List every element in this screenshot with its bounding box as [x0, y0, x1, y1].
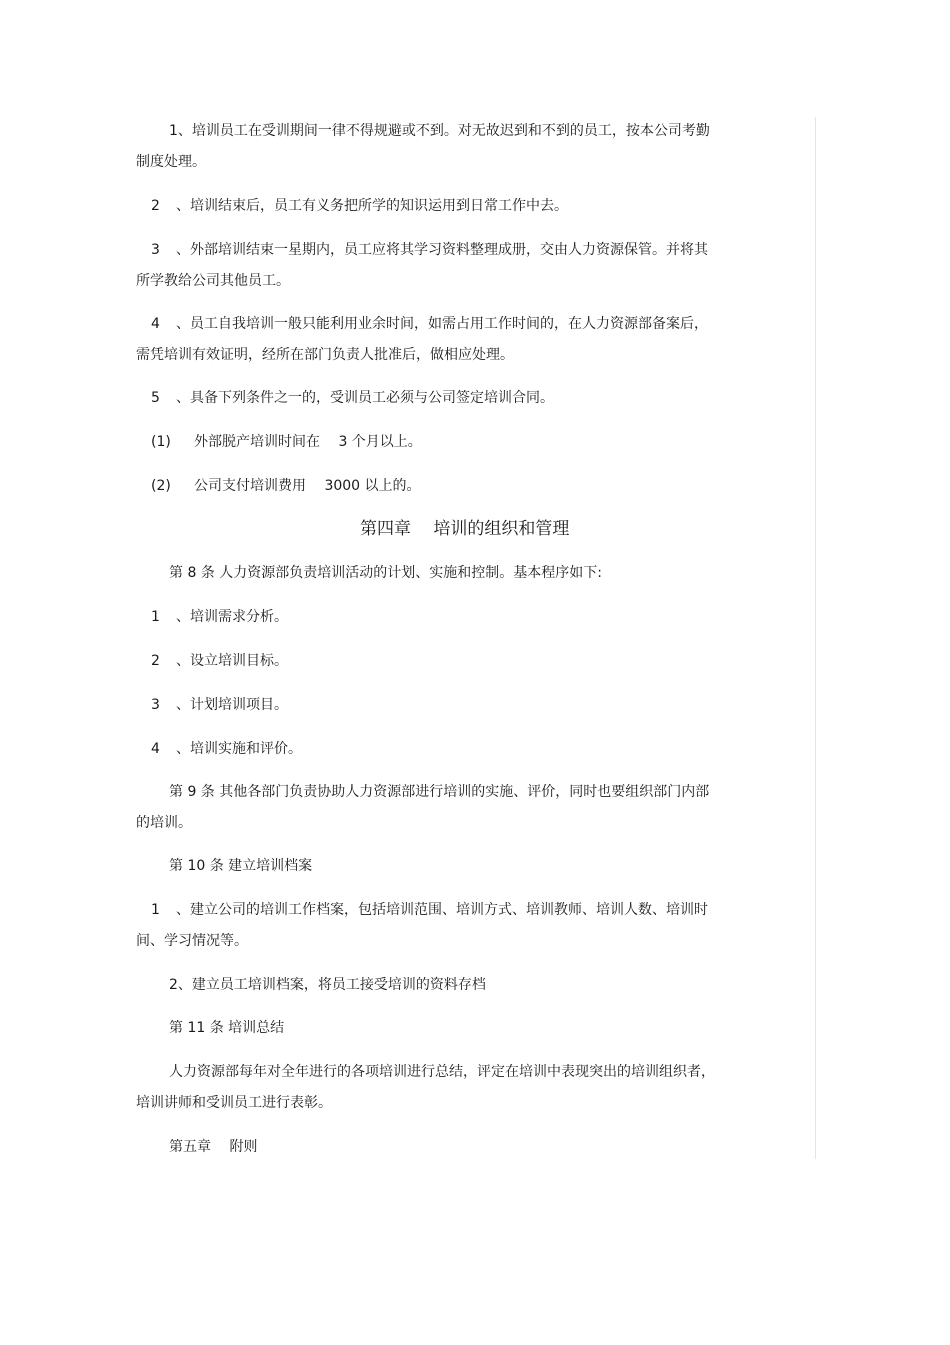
list-item-text: 、培训实施和评价。 — [176, 741, 302, 757]
list-item-text: 、设立培训目标。 — [176, 653, 288, 669]
list-marker: 3 — [151, 242, 160, 258]
list-item-text: 需凭培训有效证明，经所在部门负责人批准后，做相应处理。 — [136, 347, 514, 363]
paragraph-line: 人力资源部每年对全年进行的各项培训进行总结，评定在培训中表现突出的培训组织者， — [169, 1064, 715, 1080]
list-marker: 2 — [151, 198, 160, 214]
paragraph-line: 培训讲师和受训员工进行表彰。 — [136, 1095, 332, 1111]
list-item-text: 所学教给公司其他员工。 — [136, 273, 290, 289]
list-marker: (1) — [151, 434, 171, 450]
chapter-heading: 第四章 培训的组织和管理 — [360, 519, 570, 539]
list-marker: 3 — [151, 697, 160, 713]
article-title: 第 11 条 培训总结 — [169, 1020, 285, 1036]
paragraph-line: 制度处理。 — [136, 154, 206, 170]
list-item-text: 、培训结束后，员工有义务把所学的知识运用到日常工作中去。 — [176, 198, 568, 214]
list-marker: (2) — [151, 478, 171, 494]
list-item-text: 、外部培训结束一星期内，员工应将其学习资料整理成册，交由人力资源保管。并将其 — [176, 242, 708, 258]
chapter-title: 第五章 附则 — [169, 1139, 258, 1155]
list-marker: 2 — [151, 653, 160, 669]
page-edge-divider — [815, 117, 816, 1159]
list-item-text: 、员工自我培训一般只能利用业余时间，如需占用工作时间的，在人力资源部备案后， — [176, 316, 708, 332]
list-item-text: 、培训需求分析。 — [176, 609, 288, 625]
list-item-text: 、具备下列条件之一的，受训员工必须与公司签定培训合同。 — [176, 390, 554, 406]
paragraph-line: 1、培训员工在受训期间一律不得规避或不到。对无故迟到和不到的员工，按本公司考勤 — [169, 123, 710, 139]
list-item-text: 2、建立员工培训档案，将员工接受培训的资料存档 — [169, 977, 486, 993]
article-line: 的培训。 — [136, 815, 192, 831]
article-line: 第 8 条 人力资源部负责培训活动的计划、实施和控制。基本程序如下: — [169, 565, 602, 581]
article-line: 第 9 条 其他各部门负责协助人力资源部进行培训的实施、评价，同时也要组织部门内部 — [169, 784, 710, 800]
list-item-text: 、建立公司的培训工作档案，包括培训范围、培训方式、培训教师、培训人数、培训时 — [176, 902, 708, 918]
list-marker: 4 — [151, 741, 160, 757]
list-item-text: 间、学习情况等。 — [136, 933, 248, 949]
list-item-text: 、计划培训项目。 — [176, 697, 288, 713]
list-item-text: 公司支付培训费用 3000 以上的。 — [194, 478, 421, 494]
list-marker: 5 — [151, 390, 160, 406]
list-marker: 4 — [151, 316, 160, 332]
article-title: 第 10 条 建立培训档案 — [169, 858, 313, 874]
list-marker: 1 — [151, 609, 160, 625]
list-item-text: 外部脱产培训时间在 3 个月以上。 — [194, 434, 422, 450]
list-marker: 1 — [151, 902, 160, 918]
